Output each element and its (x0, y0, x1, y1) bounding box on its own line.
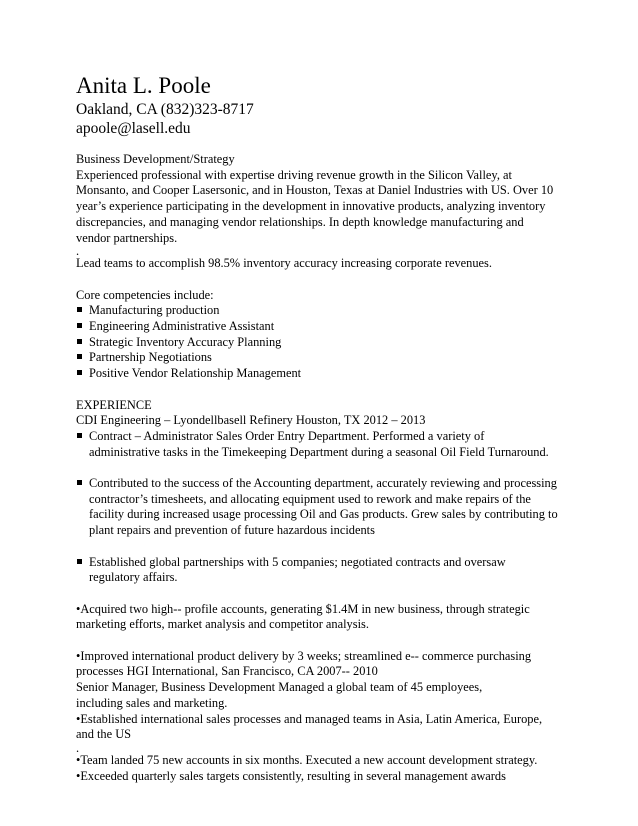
summary-line: discrepancies, and managing vendor relationships. In depth knowledge manufacturing and (76, 214, 524, 229)
square-bullet-icon (77, 559, 82, 564)
bullet-line: contractor’s timesheets, and allocating equipment used to rework and make repairs of the (89, 491, 531, 506)
square-bullet-icon (77, 339, 82, 344)
paragraph-line: •Improved international product delivery by 3 weeks; streamlined e-- commerce purchasing (76, 648, 532, 663)
list-item (76, 319, 576, 335)
location-phone: Oakland, CA (832)323-8717 (76, 101, 254, 118)
summary-title: Business Development/Strategy (76, 152, 235, 166)
job-title: CDI Engineering – Lyondellbasell Refinery Houston, TX 2012 – 2013 (76, 413, 426, 428)
paragraph-line: including sales and marketing. (76, 695, 228, 710)
list-item (76, 350, 576, 366)
email-address: apoole@lasell.edu (76, 120, 191, 137)
list-item-text: Manufacturing production (89, 303, 220, 318)
summary-line: vendor partnerships. (76, 230, 178, 245)
summary-line: Monsanto, and Cooper Lasersonic, and in Houston, Texas at Daniel Industries with US. Over 10 (76, 183, 554, 198)
candidate-name: Anita L. Poole (76, 73, 211, 98)
list-item (76, 335, 576, 351)
separator-dot: . (76, 244, 80, 259)
competencies-list (76, 303, 576, 382)
list-item-text: Engineering Administrative Assistant (89, 319, 275, 334)
summary-lead: Lead teams to accomplish 98.5% inventory accuracy increasing corporate revenues. (76, 256, 492, 271)
paragraph-line: marketing efforts, market analysis and competitor analysis. (76, 617, 369, 632)
list-item (76, 476, 576, 539)
list-item (76, 303, 576, 319)
square-bullet-icon (77, 433, 82, 438)
paragraph-line: •Team landed 75 new accounts in six months. Executed a new account development strategy. (76, 752, 538, 767)
bullet-line: Established global partnerships with 5 companies; negotiated contracts and oversaw (89, 554, 506, 569)
summary-line: Experienced professional with expertise driving revenue growth in the Silicon Valley, at (76, 167, 512, 182)
experience-bullets (76, 429, 576, 586)
separator-dot: . (76, 740, 80, 755)
list-item (76, 555, 576, 586)
bullet-line: Contract – Administrator Sales Order Entry Department. Performed a variety of (89, 428, 485, 443)
bullet-line: facility during increased usage processing Oil and Gas products. Grew sales by contributing to (89, 507, 558, 522)
paragraph-line: •Exceeded quarterly sales targets consistently, resulting in several management awards (76, 768, 506, 783)
list-item-text: Positive Vendor Relationship Management (89, 366, 302, 381)
competencies-intro: Core competencies include: (76, 287, 214, 302)
bullet-line: Contributed to the success of the Accounting department, accurately reviewing and processing (89, 476, 557, 491)
paragraph-line: and the US (76, 727, 132, 742)
list-item-text: Strategic Inventory Accuracy Planning (89, 334, 282, 349)
bullet-line: administrative tasks in the Timekeeping Department during a seasonal Oil Field Turnaround. (89, 444, 549, 459)
square-bullet-icon (77, 370, 82, 375)
resume-document (76, 72, 576, 784)
paragraph-line: processes HGI International, San Francisco, CA 2007-- 2010 (76, 664, 378, 679)
square-bullet-icon (77, 480, 82, 485)
square-bullet-icon (77, 307, 82, 312)
paragraph-line: •Acquired two high-- profile accounts, generating $1.4M in new business, through strategic (76, 601, 530, 616)
square-bullet-icon (77, 354, 82, 359)
square-bullet-icon (77, 323, 82, 328)
experience-heading: EXPERIENCE (76, 397, 152, 412)
paragraph-line: •Established international sales processes and managed teams in Asia, Latin America, Europe, (76, 711, 543, 726)
summary-line: year’s experience participating in the development in innovative products, analyzing inventory (76, 199, 546, 214)
paragraph-line: Senior Manager, Business Development Managed a global team of 45 employees, (76, 680, 483, 695)
list-item (76, 366, 576, 382)
list-item-text: Partnership Negotiations (89, 350, 212, 365)
list-item (76, 429, 576, 460)
bullet-line: regulatory affairs. (89, 570, 178, 585)
bullet-line: plant repairs and prevention of future hazardous incidents (89, 523, 375, 538)
